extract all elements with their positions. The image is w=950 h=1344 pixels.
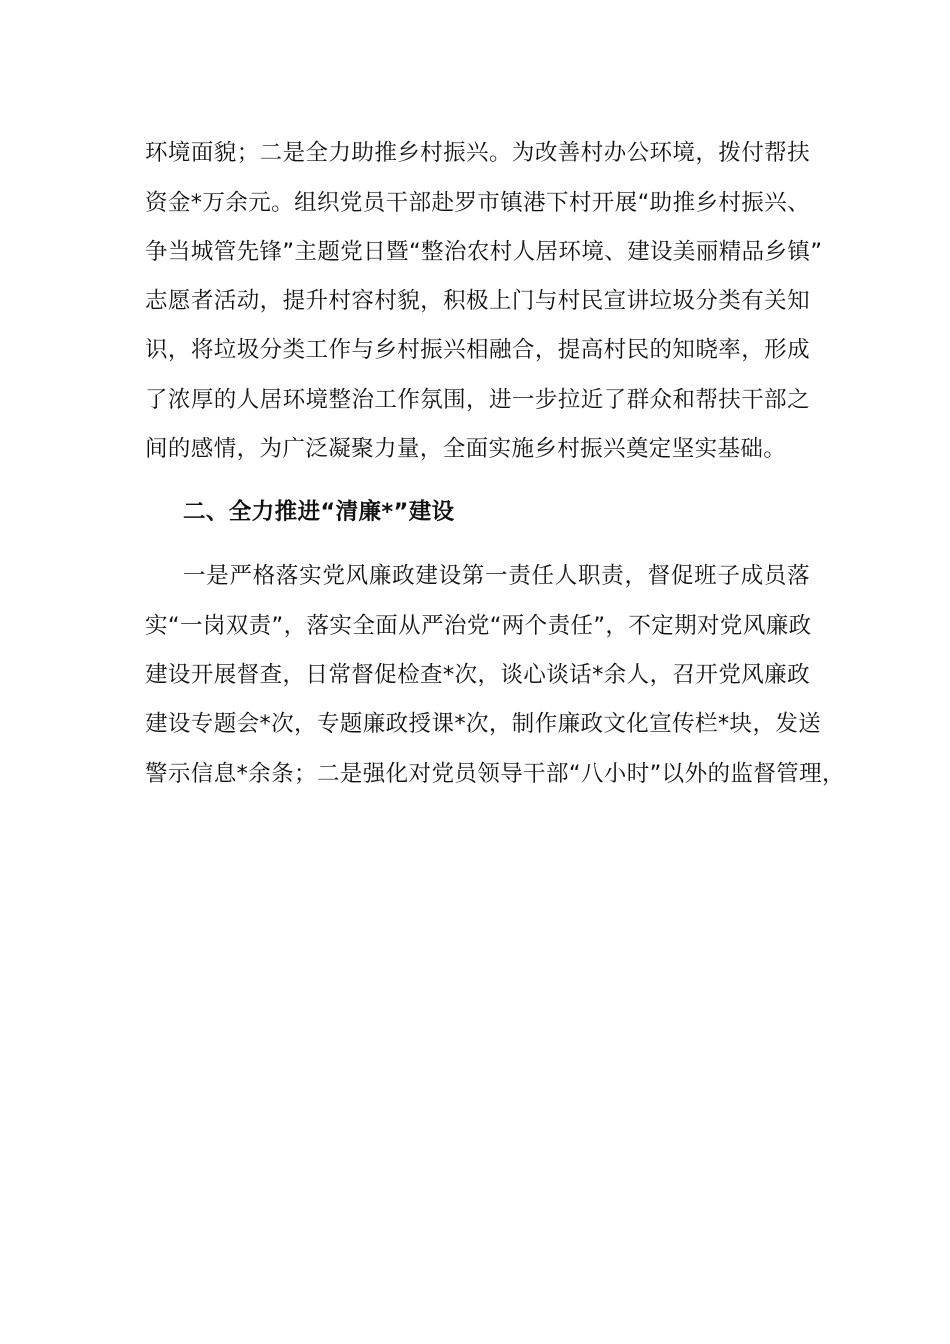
paragraph-line: 志愿者活动，提升村容村貌，积极上门与村民宣讲垃圾分类有关知 (145, 288, 810, 314)
paragraph-line: 资金*万余元。组织党员干部赴罗市镇港下村开展“助推乡村振兴、 (145, 190, 810, 216)
paragraph-line: 一是严格落实党风廉政建设第一责任人职责，督促班子成员落 (183, 563, 810, 589)
paragraph-line: 建设开展督查，日常督促检查*次，谈心谈话*余人，召开党风廉政 (145, 662, 810, 688)
paragraph-line: 了浓厚的人居环境整治工作氛围，进一步拉近了群众和帮扶干部之 (145, 387, 810, 413)
paragraph-line: 建设专题会*次，专题廉政授课*次，制作廉政文化宣传栏*块，发送 (145, 711, 822, 737)
paragraph-line: 环境面貌；二是全力助推乡村振兴。为改善村办公环境，拨付帮扶 (145, 140, 810, 166)
paragraph-line: 识，将垃圾分类工作与乡村振兴相融合，提高村民的知晓率，形成 (145, 337, 810, 363)
section-heading: 二、全力推进“清廉*”建设 (183, 499, 455, 525)
paragraph-line: 间的感情，为广泛凝聚力量，全面实施乡村振兴奠定坚实基础。 (145, 436, 787, 462)
paragraph-line: 争当城管先锋”主题党日暨“整治农村人居环境、建设美丽精品乡镇” (145, 239, 823, 265)
paragraph-line: 警示信息*余条；二是强化对党员领导干部“八小时”以外的监督管理， (145, 761, 845, 787)
paragraph-line: 实“一岗双责”，落实全面从严治党“两个责任”，不定期对党风廉政 (145, 613, 812, 639)
